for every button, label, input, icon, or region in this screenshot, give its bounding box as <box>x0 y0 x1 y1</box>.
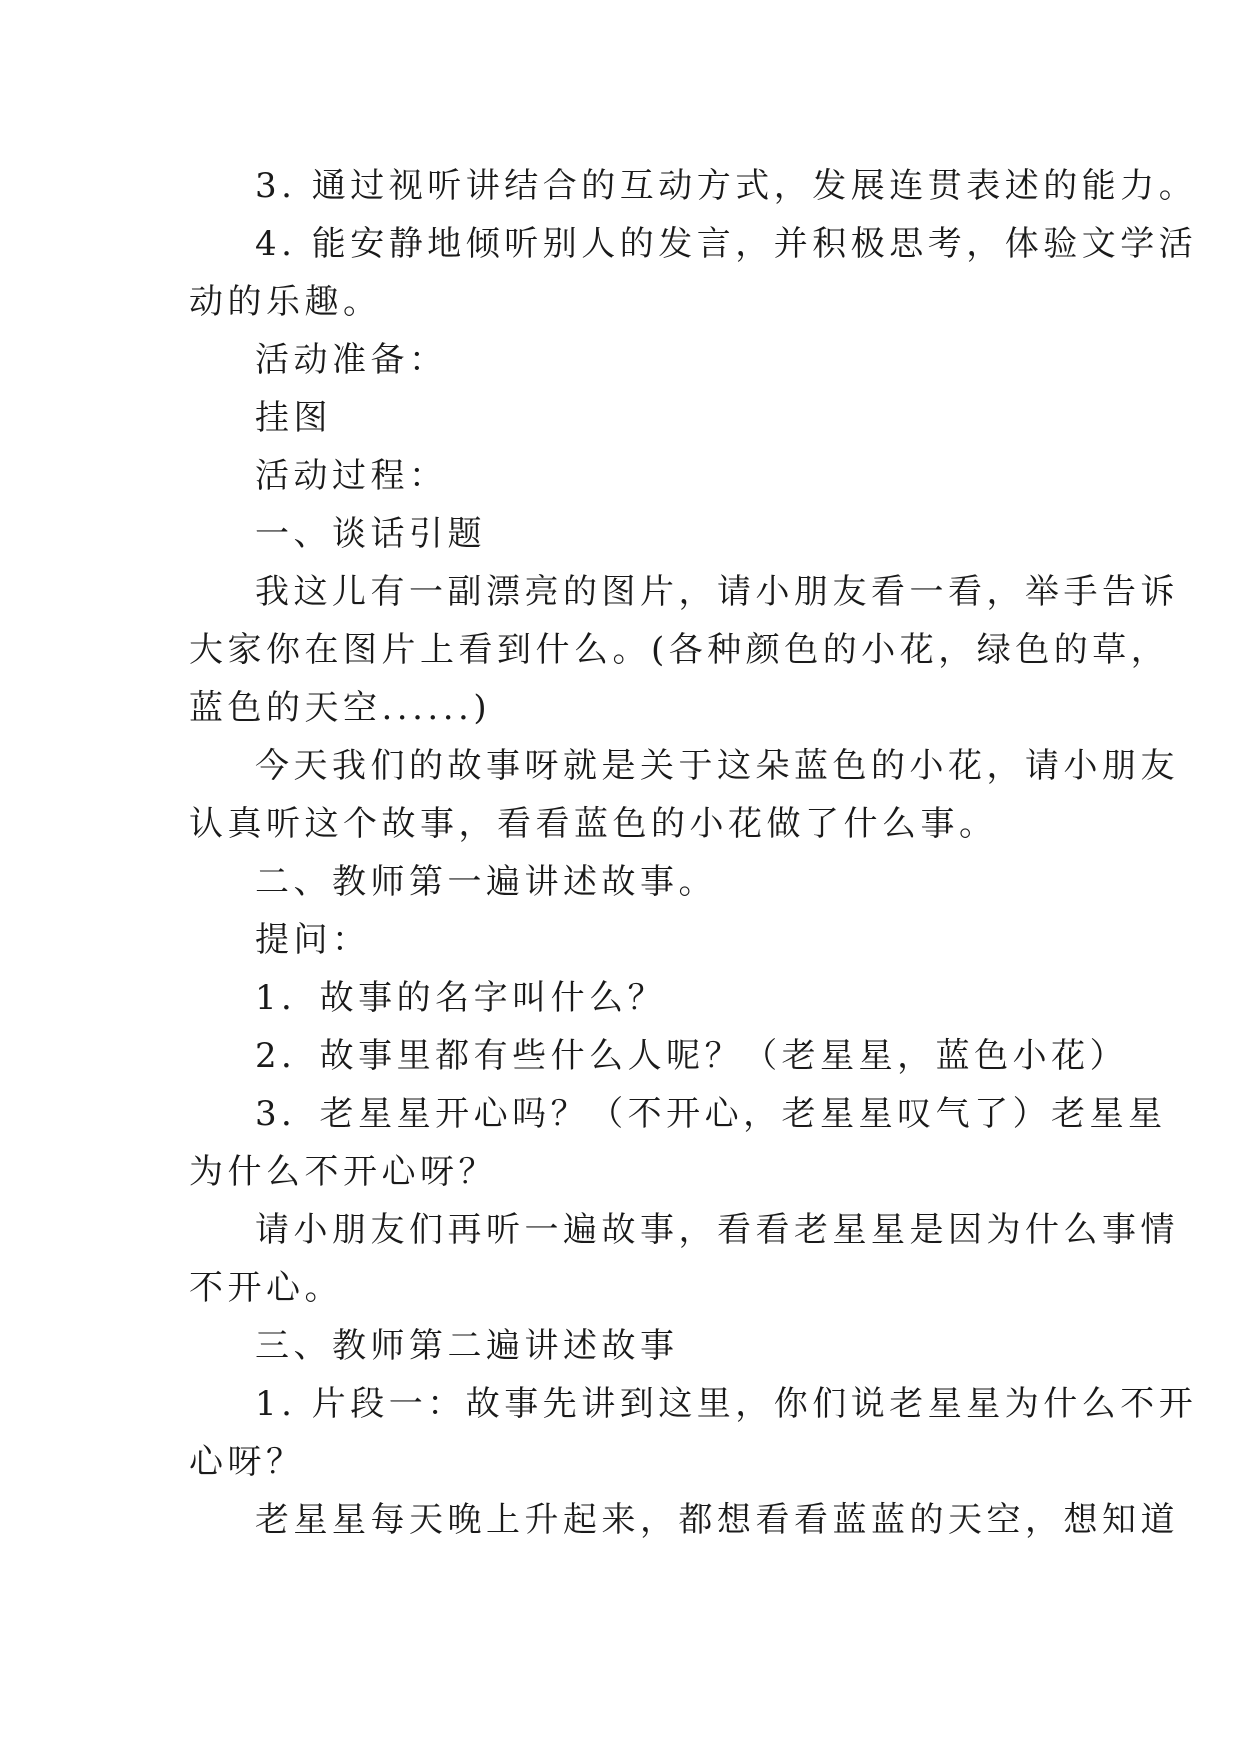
goal-4-line: 4. 能安静地倾听别人的发言，并积极思考，体验文学活 <box>255 224 1198 264</box>
segment-1-line: 1. 片段一：故事先讲到这里，你们说老星星为什么不开 <box>255 1384 1198 1424</box>
paragraph-line: 大家你在图片上看到什么。(各种颜色的小花，绿色的草， <box>189 630 1170 670</box>
question-3: 3．老星星开心吗？（不开心，老星星叹气了）老星星 <box>255 1094 1167 1134</box>
section-1-heading: 一、谈话引题 <box>255 514 486 554</box>
paragraph-line: 今天我们的故事呀就是关于这朵蓝色的小花，请小朋友 <box>255 746 1179 786</box>
segment-1-continuation: 心呀？ <box>189 1442 305 1482</box>
question-2: 2．故事里都有些什么人呢？（老星星，蓝色小花） <box>255 1036 1129 1076</box>
goal-4-continuation: 动的乐趣。 <box>189 282 382 322</box>
process-heading: 活动过程： <box>255 456 448 496</box>
section-2-heading: 二、教师第一遍讲述故事。 <box>255 862 717 902</box>
questions-heading: 提问： <box>255 920 371 960</box>
paragraph-line: 请小朋友们再听一遍故事，看看老星星是因为什么事情 <box>255 1210 1179 1250</box>
paragraph-line: 蓝色的天空......) <box>189 688 492 728</box>
question-1: 1．故事的名字叫什么？ <box>255 978 667 1018</box>
paragraph-line: 不开心。 <box>189 1268 343 1308</box>
preparation-item: 挂图 <box>255 398 332 438</box>
paragraph-line: 我这儿有一副漂亮的图片，请小朋友看一看，举手告诉 <box>255 572 1179 612</box>
preparation-heading: 活动准备： <box>255 340 448 380</box>
question-3-continuation: 为什么不开心呀？ <box>189 1152 497 1192</box>
goal-3-line: 3. 通过视听讲结合的互动方式，发展连贯表述的能力。 <box>255 166 1198 206</box>
paragraph-line: 认真听这个故事，看看蓝色的小花做了什么事。 <box>189 804 998 844</box>
section-3-heading: 三、教师第二遍讲述故事 <box>255 1326 679 1366</box>
paragraph-line: 老星星每天晚上升起来，都想看看蓝蓝的天空，想知道 <box>255 1500 1179 1540</box>
